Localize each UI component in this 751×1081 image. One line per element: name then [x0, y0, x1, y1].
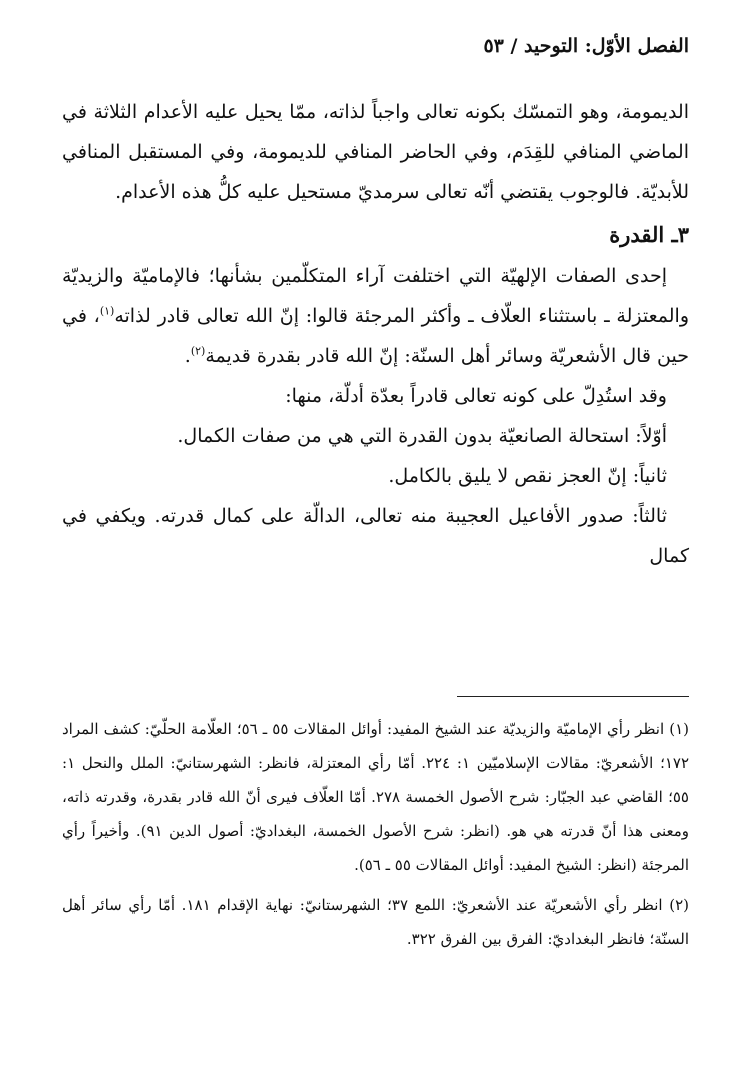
paragraph-qudra-views-part1: إحدى الصفات الإلهيّة التي اختلفت آراء المتكلّمين بشأنها؛ فالإماميّة والزيديّة والمعتزلة ـ باستثناء العلّاف ـ وأكثر المرجئة قالوا: إنّ الله تعالى قادر لذاته — [62, 265, 690, 327]
paragraph-qudra-views-part3: . — [184, 345, 191, 367]
paragraph-proofs-intro: وقد استُدِلّ على كونه تعالى قادراً بعدّة أدلّة، منها: — [285, 385, 667, 407]
paragraph-dawam: الديمومة، وهو التمسّك بكونه تعالى واجباً لذاته، ممّا يحيل عليه الأعدام الثلاثة في الماضي المنافي للقِدَم، وفي الحاضر المنافي للديمومة، وفي المستقبل المنافي للأبديّة. فالوجوب يقتضي أنّه تعالى سرمديّ مستحيل عليه كلُّ هذه الأعدام. — [62, 101, 689, 203]
main-text — [62, 92, 689, 576]
footnote-divider — [457, 696, 689, 697]
paragraph-qudra-views — [62, 256, 689, 376]
running-header: الفصل الأوّل: التوحيد / ٥٣ — [483, 35, 689, 57]
section-heading-qudra: ٣ـ القدرة — [609, 222, 689, 247]
footnote-1: (١) انظر رأي الإماميّة والزيديّة عند الشيخ المفيد: أوائل المقالات ٥٥ ـ ٥٦؛ العلّامة الحلّيّ: كشف المراد ١٧٢؛ الأشعريّ: مقالات الإسلاميّين ١: ٢٢٤. أمّا رأي المعتزلة، فانظر: الشهرستانيّ: الملل والنحل ١: ٥٥؛ القاضي عبد الجبّار: شرح الأصول الخمسة ٢٧٨. أمّا العلّاف فيرى أنّ الله قادر بقدرة، وقدرته ذاته، ومعنى هذا أنّ قدرته هي هو. (انظر: شرح الأصول الخمسة، البغداديّ: أصول الدين ٩١). وأخيراً رأي المرجئة (انظر: الشيخ المفيد: أوائل المقالات ٥٥ ـ ٥٦). — [62, 720, 690, 874]
footnote-ref-1[interactable]: (١) — [99, 304, 115, 318]
paragraph-proof-2: ثانياً: إنّ العجز نقص لا يليق بالكامل. — [388, 465, 667, 487]
paragraph-proof-3: ثالثاً: صدور الأفاعيل العجيبة منه تعالى، الدالّة على كمال قدرته. ويكفي في كمال — [62, 505, 689, 567]
footnote-2: (٢) انظر رأي الأشعريّة عند الأشعريّ: اللمع ٣٧؛ الشهرستانيّ: نهاية الإقدام ١٨١. أمّا رأي سائر أهل السنّة؛ فانظر البغداديّ: الفرق بين الفرق ٣٢٢. — [62, 896, 689, 948]
paragraph-qudra-views-part2: ، في حين قال الأشعريّة وسائر أهل السنّة: إنّ الله قادر بقدرة قديمة — [62, 305, 689, 367]
paragraph-proof-1: أوّلاً: استحالة الصانعيّة بدون القدرة التي هي من صفات الكمال. — [177, 425, 667, 447]
footnote-ref-2[interactable]: (٢) — [190, 344, 206, 358]
footnotes — [62, 712, 689, 962]
